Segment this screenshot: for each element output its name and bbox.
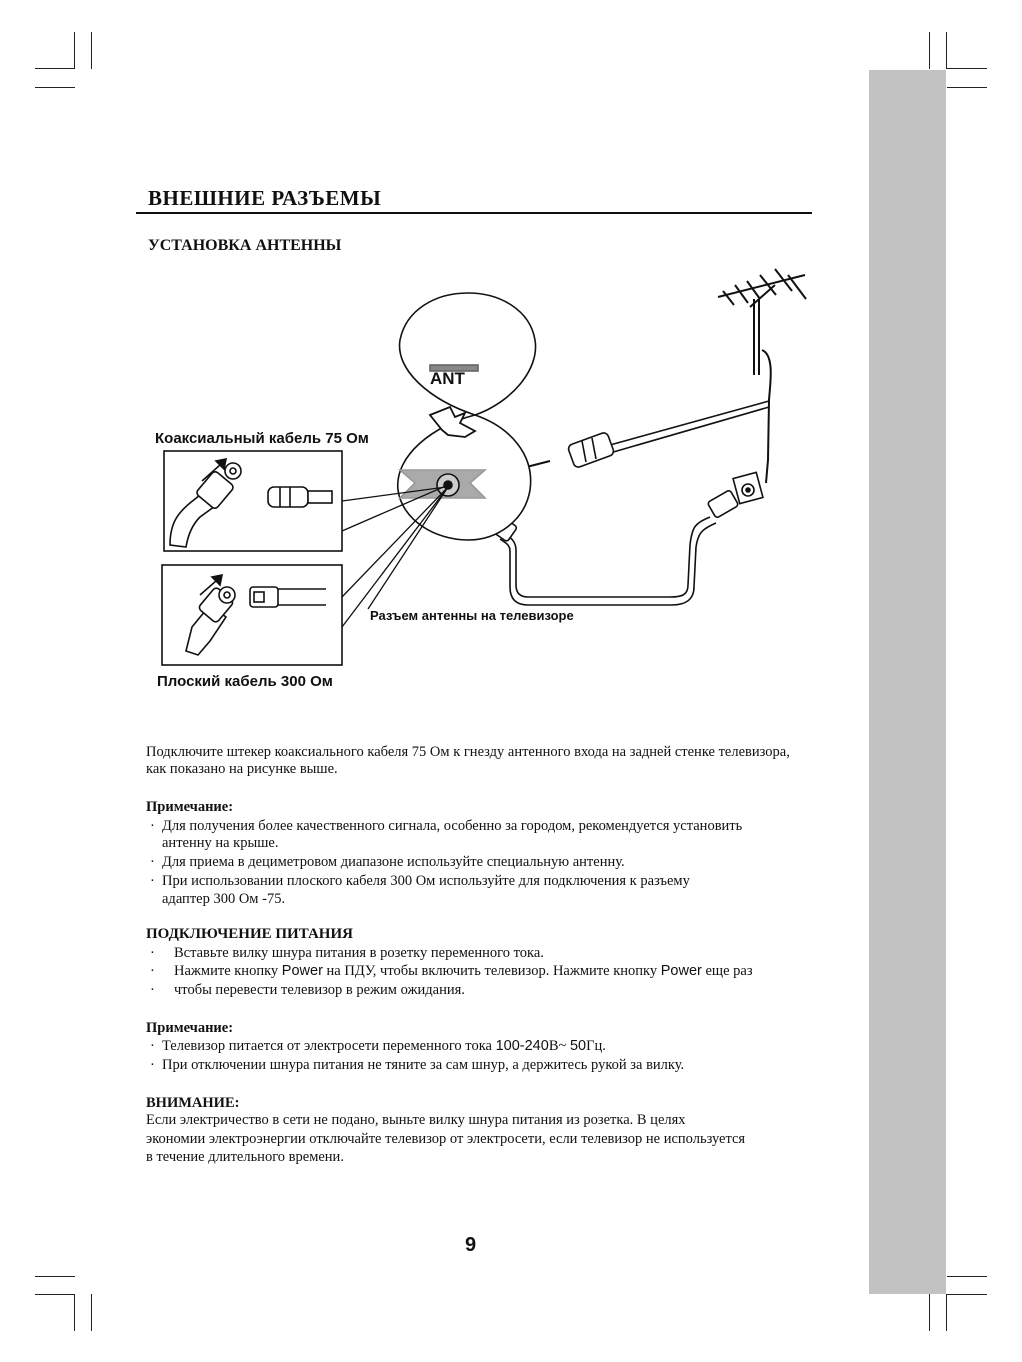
page-number: 9 [465, 1234, 477, 1256]
crop-mark [947, 68, 987, 69]
note-heading: Примечание: [146, 1020, 234, 1036]
power-heading: ПОДКЛЮЧЕНИЕ ПИТАНИЯ [146, 926, 353, 942]
coax-inset-box [164, 451, 342, 551]
note-item: · Для приема в дециметровом диапазоне используйте специальную антенну. [150, 854, 625, 870]
crop-mark [946, 1294, 947, 1331]
note-item: · При использовании плоского кабеля 300 Ом используйте для подключения к разъему [150, 873, 690, 889]
power-step: · чтобы перевести телевизор в режим ожидания. [150, 982, 465, 998]
crop-mark [947, 1276, 987, 1277]
flat-cable-inset-box [162, 565, 342, 665]
crop-mark [35, 1294, 75, 1295]
crop-mark [947, 87, 987, 88]
section-subtitle: УСТАНОВКА АНТЕННЫ [148, 237, 342, 254]
crop-mark [91, 1294, 92, 1331]
tv-back-bubble [398, 293, 536, 540]
note-heading: Примечание: [146, 799, 234, 815]
power-step: · Вставьте вилку шнура питания в розетку переменного тока. [150, 945, 544, 961]
warning-line: в течение длительного времени. [146, 1149, 344, 1165]
crop-mark [929, 1294, 930, 1331]
note-item-continuation: антенну на крыше. [162, 835, 279, 851]
crop-mark [35, 1276, 75, 1277]
flat-cable-label: Плоский кабель 300 Ом [157, 673, 333, 690]
ant-label: ANT [430, 369, 465, 388]
crop-mark [74, 32, 75, 69]
crop-mark [91, 32, 92, 69]
coax-cable-label: Коаксиальный кабель 75 Ом [155, 430, 369, 447]
antenna-connection-diagram [130, 255, 820, 705]
note-item-continuation: адаптер 300 Ом -75. [162, 891, 286, 907]
tv-antenna-jack-label: Разъем антенны на телевизоре [370, 608, 574, 623]
note-item: · При отключении шнура питания не тяните за сам шнур, а держитесь рукой за вилку. [150, 1057, 685, 1073]
warning-heading: ВНИМАНИЕ: [146, 1095, 240, 1111]
rooftop-antenna-icon [718, 269, 806, 483]
intro-paragraph: Подключите штекер коаксиального кабеля 75 Ом к гнезду антенного входа на задней стенке телевизора, как показано на рисунке выше. [146, 744, 790, 777]
crop-mark [35, 87, 75, 88]
note-item: · Телевизор питается от электросети переменного тока 100-240В~ 50Гц. [150, 1038, 606, 1054]
section-title: ВНЕШНИЕ РАЗЪЕМЫ [148, 186, 382, 210]
warning-line: экономии электроэнергии отключайте телевизор от электросети, если телевизор не используется [146, 1131, 746, 1147]
crop-mark [929, 32, 930, 69]
warning-line: Если электричество в сети не подано, выньте вилку шнура питания из розетка. В целях [146, 1112, 686, 1128]
crop-mark [946, 32, 947, 69]
title-divider [136, 212, 812, 214]
note-item: · Для получения более качественного сигнала, особенно за городом, рекомендуется установить [150, 818, 743, 834]
crop-mark [35, 68, 75, 69]
crop-mark [947, 1294, 987, 1295]
power-step: · Нажмите кнопку Power на ПДУ, чтобы включить телевизор. Нажмите кнопку Power еще раз [150, 963, 753, 979]
crop-mark [74, 1294, 75, 1331]
gray-side-tab [869, 70, 946, 1294]
